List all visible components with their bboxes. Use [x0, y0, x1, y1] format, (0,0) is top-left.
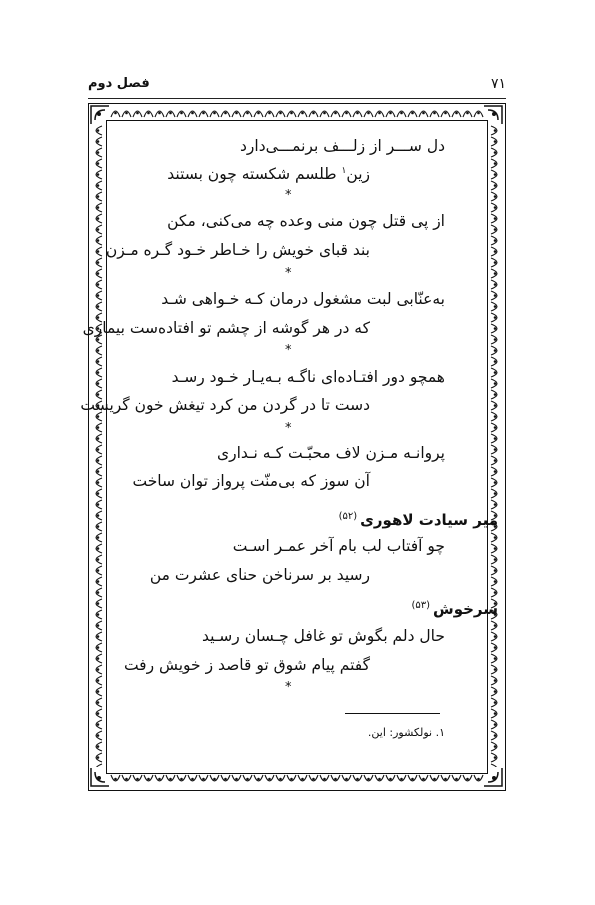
page-number: ۷۱ — [490, 76, 506, 92]
header-rule — [88, 98, 506, 99]
separator-star: * — [285, 343, 292, 358]
poet-name: میر سیادت لاهوری — [360, 511, 498, 529]
separator-star: * — [285, 680, 292, 695]
verse-line — [167, 165, 370, 183]
chapter-title: فصل دوم — [88, 76, 150, 91]
ornament-border-top — [110, 105, 484, 119]
verse-line: رسید بر سرناخن حنای عشرت من — [149, 566, 370, 584]
verse-text: طلسم شکسته چون بستند — [167, 165, 342, 183]
ornament-border-bottom — [110, 773, 484, 787]
poet-number: (۵۲) — [338, 511, 358, 522]
footnote-rule — [345, 713, 440, 714]
verse-line: حال دلم بگوش تو غافل چـسان رسـید — [201, 627, 445, 645]
corner-ornament-bottom-right — [482, 766, 504, 788]
verse-line: به‌عنّابی لبت مشغول درمان کـه خـواهی شـد — [161, 290, 445, 308]
corner-ornament-top-right — [482, 104, 504, 126]
footnote: ۱. نولکشور: این. — [367, 726, 445, 739]
corner-ornament-bottom-left — [89, 766, 111, 788]
verse-line: که در هر گوشه از چشم تو افتاده‌ست بیماری — [82, 319, 370, 337]
verse-line: دست تا در گردن من کرد تیغش خون گریست — [80, 396, 370, 414]
verse-line: دل ســـر از زلـــف برنمـــی‌دارد — [240, 137, 445, 155]
verse-line: آن سوز که بی‌منّت پرواز توان ساخت — [132, 472, 370, 490]
separator-star: * — [285, 188, 292, 203]
verse-line: همچو دور افتـاده‌ای ناگـه بـه‌یـار خـود رسـد — [171, 368, 445, 386]
verse-line: پروانـه مـزن لاف محبّـت کـه نـداری — [216, 444, 445, 462]
verse-line: بند قبای خویش را خـاطر خـود گـره مـزن — [105, 241, 370, 259]
verse-line: از پی قتل چون منی وعده چه می‌کنی، مکن — [167, 212, 445, 230]
ornament-border-left — [90, 125, 104, 767]
separator-star: * — [285, 266, 292, 281]
verse-line: چو آفتاب لب بام آخر عمـر اسـت — [232, 537, 445, 555]
page-header — [88, 76, 506, 96]
footnote-marker: ۱ — [341, 165, 347, 176]
verse-line: گفتم پیام شوق تو قاصد ز خویش رفت — [123, 656, 370, 674]
verse-text: زین — [346, 165, 370, 183]
poet-name: سرخوش — [433, 600, 498, 618]
separator-star: * — [285, 421, 292, 436]
corner-ornament-top-left — [89, 104, 111, 126]
poet-number: (۵۳) — [411, 600, 430, 611]
ornament-border-right — [489, 125, 503, 767]
poet-heading — [339, 511, 498, 529]
poet-heading — [411, 600, 498, 618]
